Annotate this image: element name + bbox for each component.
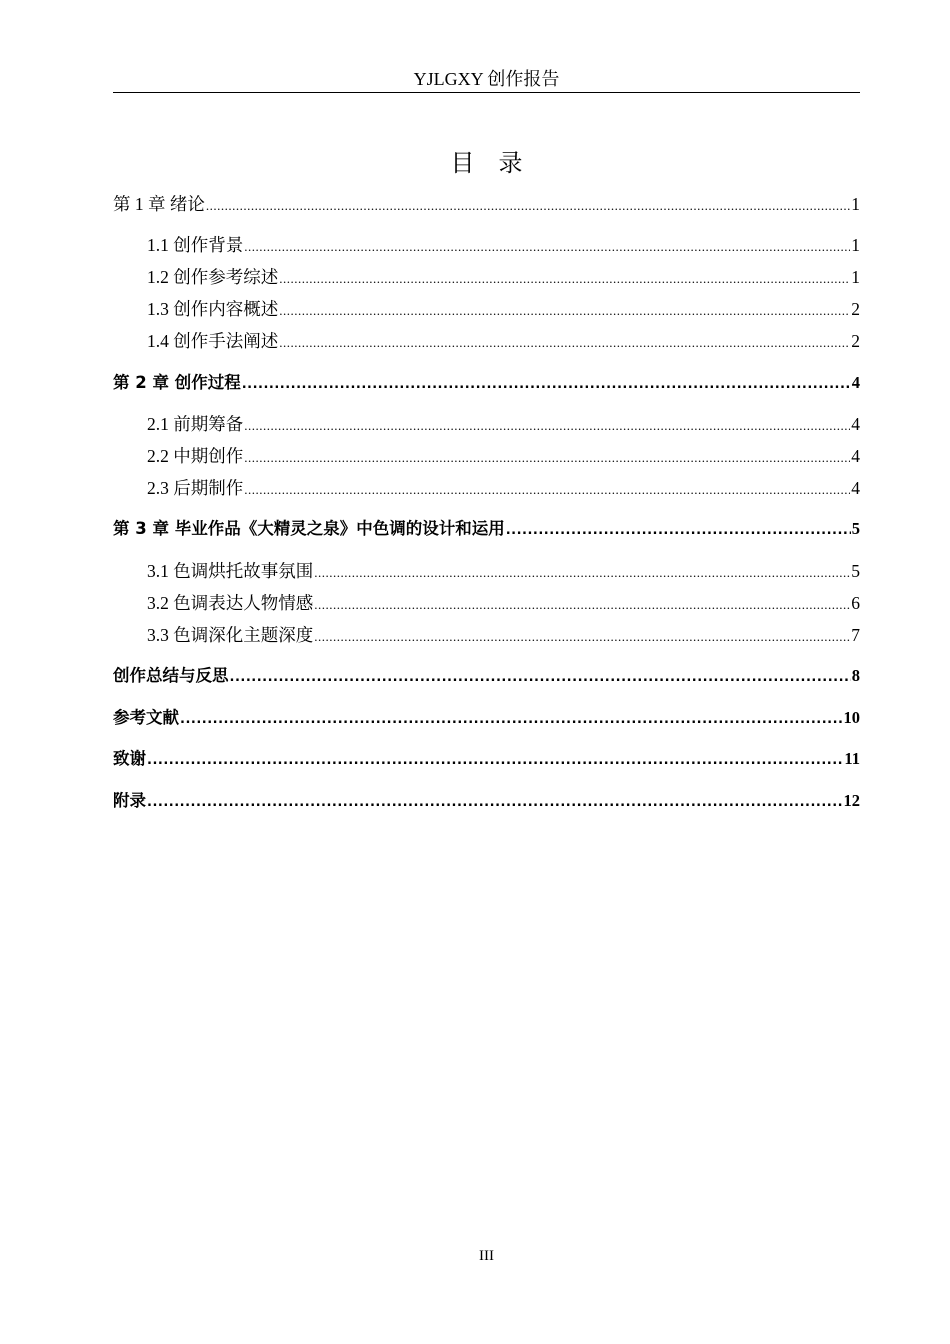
- toc-entry-label: 1.2 创作参考综述: [147, 267, 279, 287]
- toc-entry-label: 3.3 色调深化主题深度: [147, 625, 314, 645]
- toc-entry-summary[interactable]: [113, 664, 860, 688]
- toc-entry-label: 附录: [113, 791, 146, 810]
- toc-entry-2-2[interactable]: [147, 444, 860, 468]
- toc-leader-dots: [314, 625, 850, 649]
- toc-entry-page: 1: [851, 194, 860, 214]
- toc-leader-dots: [244, 446, 850, 470]
- toc-entry-label: 第 2 章 创作过程: [113, 373, 241, 392]
- toc-leader-dots: [314, 593, 850, 617]
- toc-leader-dots: [206, 194, 850, 218]
- toc-entry-page: 4: [851, 373, 860, 392]
- toc-entry-label: 创作总结与反思: [113, 666, 229, 685]
- toc-leader-dots: [279, 267, 850, 291]
- toc-leader-dots: [180, 708, 843, 732]
- toc-entry-label: 第 3 章 毕业作品《大精灵之泉》中色调的设计和运用: [113, 519, 505, 538]
- toc-entry-page: 4: [851, 446, 860, 466]
- toc-entry-chapter-1[interactable]: [113, 192, 860, 216]
- toc-title-part2: 录: [498, 149, 523, 177]
- toc-entry-3-3[interactable]: [147, 623, 860, 647]
- page-header: YJLGXY 创作报告: [113, 68, 860, 93]
- toc-entry-1-1[interactable]: [147, 233, 860, 257]
- toc-entry-chapter-2[interactable]: [113, 371, 860, 395]
- toc-entry-chapter-3[interactable]: [113, 517, 860, 541]
- toc-entry-label: 致谢: [113, 749, 146, 768]
- toc-leader-dots: [147, 791, 843, 815]
- toc-entry-page: 10: [843, 708, 860, 727]
- toc-entry-acknowledgements[interactable]: [113, 747, 860, 771]
- toc-entry-page: 4: [851, 478, 860, 498]
- toc-entry-label: 1.1 创作背景: [147, 235, 244, 255]
- toc-entry-label: 1.3 创作内容概述: [147, 299, 279, 319]
- toc-entry-page: 1: [851, 235, 860, 255]
- toc-entry-label: 2.2 中期创作: [147, 446, 244, 466]
- toc-entry-3-1[interactable]: [147, 559, 860, 583]
- toc-entry-label: 2.3 后期制作: [147, 478, 244, 498]
- toc-entry-page: 12: [843, 791, 860, 810]
- toc-entry-label: 第 1 章 绪论: [113, 194, 205, 214]
- toc-title-part1: 目: [450, 149, 475, 177]
- toc-entry-2-3[interactable]: [147, 476, 860, 500]
- toc-leader-dots: [244, 235, 850, 259]
- toc-title: [113, 148, 860, 178]
- toc-entry-page: 1: [851, 267, 860, 287]
- toc-leader-dots: [147, 749, 843, 773]
- toc-entry-3-2[interactable]: [147, 591, 860, 615]
- toc-leader-dots: [314, 561, 850, 585]
- toc-entry-label: 1.4 创作手法阐述: [147, 331, 279, 351]
- toc-entry-appendix[interactable]: [113, 789, 860, 813]
- toc-entry-1-2[interactable]: [147, 265, 860, 289]
- toc-entry-1-3[interactable]: [147, 297, 860, 321]
- toc-leader-dots: [506, 519, 851, 543]
- toc-leader-dots: [279, 331, 850, 355]
- toc-entry-page: 2: [851, 331, 860, 351]
- toc-entry-page: 7: [851, 625, 860, 645]
- toc-entry-page: 11: [844, 749, 860, 768]
- toc-entry-label: 3.2 色调表达人物情感: [147, 593, 314, 613]
- toc-entry-2-1[interactable]: [147, 412, 860, 436]
- toc-leader-dots: [244, 414, 850, 438]
- toc-leader-dots: [244, 478, 850, 502]
- toc-leader-dots: [242, 373, 851, 397]
- toc-leader-dots: [279, 299, 850, 323]
- toc-entry-page: 4: [851, 414, 860, 434]
- toc-entry-label: 2.1 前期筹备: [147, 414, 244, 434]
- toc-entry-label: 参考文献: [113, 708, 179, 727]
- toc-leader-dots: [230, 666, 851, 690]
- toc-entry-references[interactable]: [113, 706, 860, 730]
- toc-entry-label: 3.1 色调烘托故事氛围: [147, 561, 314, 581]
- toc-entry-page: 5: [851, 519, 860, 538]
- toc-entry-page: 8: [851, 666, 860, 685]
- toc-entry-page: 2: [851, 299, 860, 319]
- toc-entry-page: 6: [851, 593, 860, 613]
- page-number: III: [479, 1248, 494, 1264]
- toc-entry-page: 5: [851, 561, 860, 581]
- toc-entry-1-4[interactable]: [147, 329, 860, 353]
